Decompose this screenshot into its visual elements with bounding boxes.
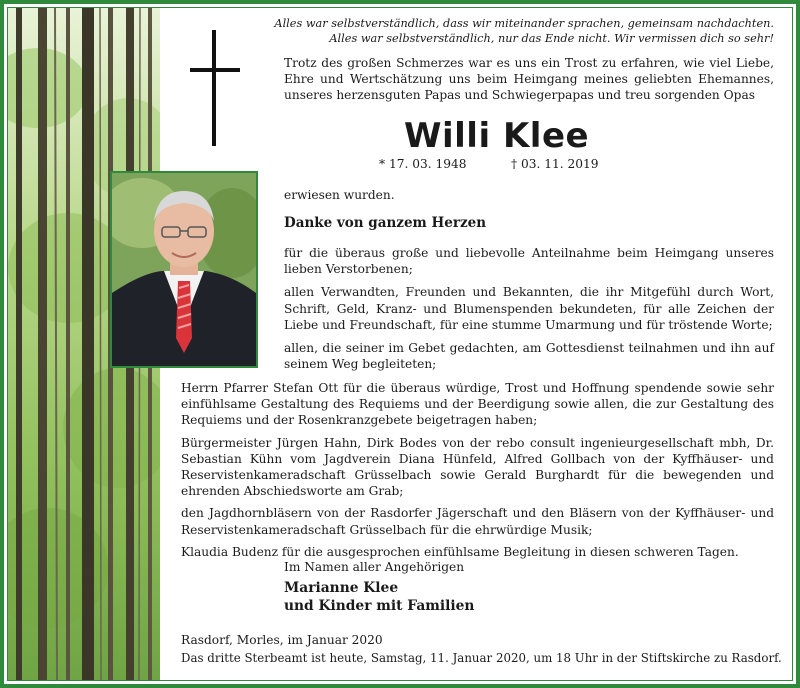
quote-line-1: Alles war selbstverständlich, dass wir miteinander sprachen, gemeinsam nachdachten. <box>274 17 774 30</box>
received-text: erwiesen wurden. <box>284 188 395 202</box>
birth-date <box>379 157 467 171</box>
narrow-paragraphs <box>284 245 774 372</box>
death-symbol: † <box>511 157 518 171</box>
paragraph: für die überaus große und liebevolle Anteilnahme beim Heimgang unseres lieben Verstorbenen; <box>284 246 774 277</box>
paragraph: Bürgermeister Jürgen Hahn, Dirk Bodes von der rebo consult ingenieurgesellschaft mbh, Dr. Sebastian Kühn vom Jagdverein Diana Hünfeld, Alfred Gollbach von der Kyffhäuser- und Reservistenkameradschaft Grüsselbach sowie Gerald Burghardt für die bewegenden und ehrenden Abschiedsworte am Grab; <box>181 435 774 499</box>
cross-icon <box>190 30 242 146</box>
paragraph: den Jagdhornbläsern von der Rasdorfer Jägerschaft und den Bläsern von der Kyffhäuser- und Reservistenkameradschaft Grüsselbach für die ehrwürdige Musik; <box>181 506 774 537</box>
intro-text: Trotz des großen Schmerzes war es uns ein Trost zu erfahren, wie viel Liebe, Ehre und Wertschätzung uns beim Heimgang meines geliebten Ehemannes, unseres herzensguten Papas und Schwiegerpapas und treu sorgenden Opas <box>284 56 774 103</box>
quote-line-2: Alles war selbstverständlich, nur das Ende nicht. Wir vermissen dich so sehr! <box>329 32 774 45</box>
paragraph: allen Verwandten, Freunden und Bekannten, die ihr Mitgefühl durch Wort, Schrift, Geld, Kranz- und Blumenspenden bekundeten, für alle Zeichen der Liebe und Freundschaft, für eine stumme Umarmung und für tröstende Worte; <box>284 285 774 332</box>
signature-name-2: und Kinder mit Familien <box>284 598 475 614</box>
birth-symbol: * <box>379 157 386 171</box>
death-date-value: 03. 11. 2019 <box>520 157 599 171</box>
deceased-name: Willi Klee <box>404 116 590 156</box>
paragraph: Herrn Pfarrer Stefan Ott für die überaus würdige, Trost und Hoffnung spendende sowie sehr einfühlsame Gestaltung des Requiems und der Beerdigung sowie allen, die zur Gestaltung des Requiems und der Rosenkranzgebete beigetragen haben; <box>181 381 774 428</box>
place-date: Rasdorf, Morles, im Januar 2020 <box>181 633 383 647</box>
wide-paragraphs <box>181 380 774 560</box>
death-date <box>511 157 599 171</box>
signature-name-1: Marianne Klee <box>284 580 399 596</box>
paragraph: Klaudia Budenz für die ausgesprochen einfühlsame Begleitung in diesen schweren Tagen. <box>181 544 739 559</box>
birth-date-value: 17. 03. 1948 <box>388 157 467 171</box>
portrait-photo <box>110 171 258 368</box>
paragraph: allen, die seiner im Gebet gedachten, am Gottesdienst teilnahmen und ihn auf seinem Weg begleiteten; <box>284 341 774 372</box>
opening-quote <box>254 16 774 46</box>
mass-notice: Das dritte Sterbeamt ist heute, Samstag, 11. Januar 2020, um 18 Uhr in der Stiftskirche zu Rasdorf. <box>181 651 782 665</box>
thanks-heading: Danke von ganzem Herzen <box>284 215 487 231</box>
signature-intro: Im Namen aller Angehörigen <box>284 560 465 574</box>
